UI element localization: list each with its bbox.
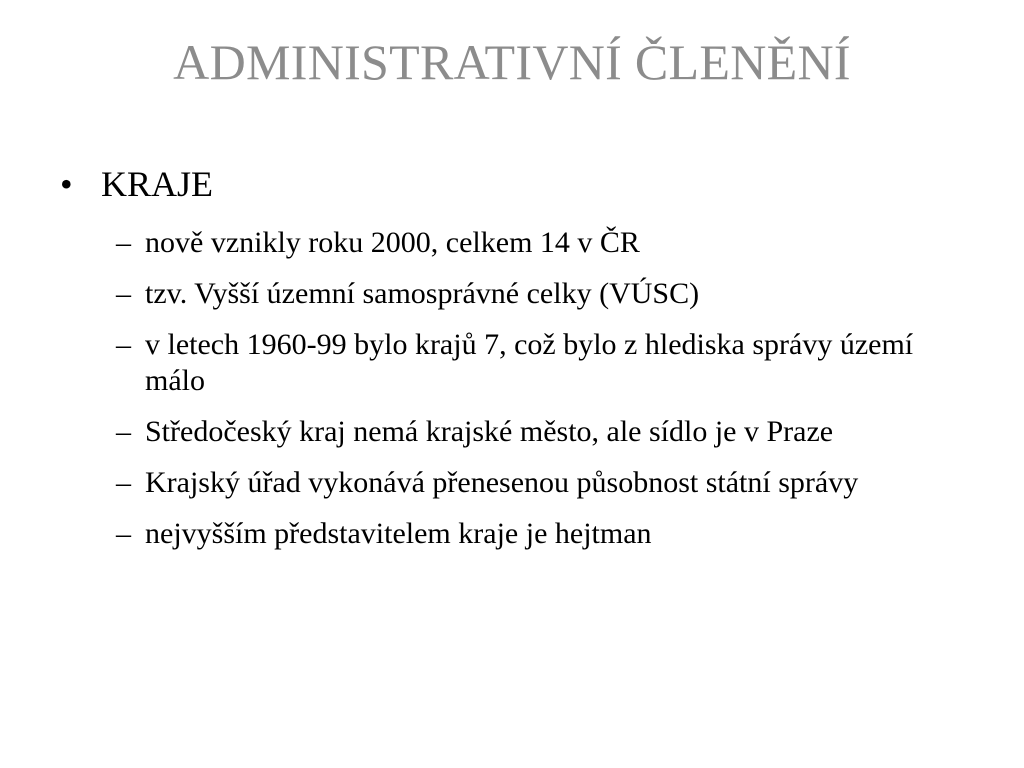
sub-bullet-item	[0, 276, 1024, 312]
sub-bullet-marker: –	[116, 517, 131, 550]
sub-bullet-text: Středočeský kraj nemá krajské město, ale sídlo je v Praze	[145, 415, 834, 448]
bullet-marker: •	[60, 164, 73, 204]
sub-bullet-text: nově vznikly roku 2000, celkem 14 v ČR	[145, 226, 640, 259]
bullet-label: KRAJE	[101, 164, 214, 204]
sub-bullet-item	[0, 465, 1024, 501]
sub-bullet-marker: –	[116, 328, 131, 361]
sub-bullet-marker: –	[116, 277, 131, 310]
sub-bullet-item	[0, 516, 1024, 552]
sub-bullet-marker: –	[116, 226, 131, 259]
sub-bullet-item	[0, 414, 1024, 450]
sub-bullet-marker: –	[116, 466, 131, 499]
sub-bullet-item	[0, 225, 1024, 261]
sub-bullet-text: tzv. Vyšší územní samosprávné celky (VÚSC)	[145, 277, 700, 310]
sub-bullet-marker: –	[116, 415, 131, 448]
sub-bullet-text: v letech 1960-99 bylo krajů 7, což bylo z hlediska správy území málo	[145, 328, 914, 397]
slide-title: ADMINISTRATIVNÍ ČLENĚNÍ	[173, 34, 851, 90]
bullet-item-kraje	[0, 158, 1024, 210]
slide-content	[0, 158, 1024, 552]
sub-bullet-item	[0, 327, 1024, 399]
sub-bullet-text: nejvyšším představitelem kraje je hejtman	[145, 517, 652, 550]
sub-bullet-text: Krajský úřad vykonává přenesenou působnost státní správy	[145, 466, 859, 499]
